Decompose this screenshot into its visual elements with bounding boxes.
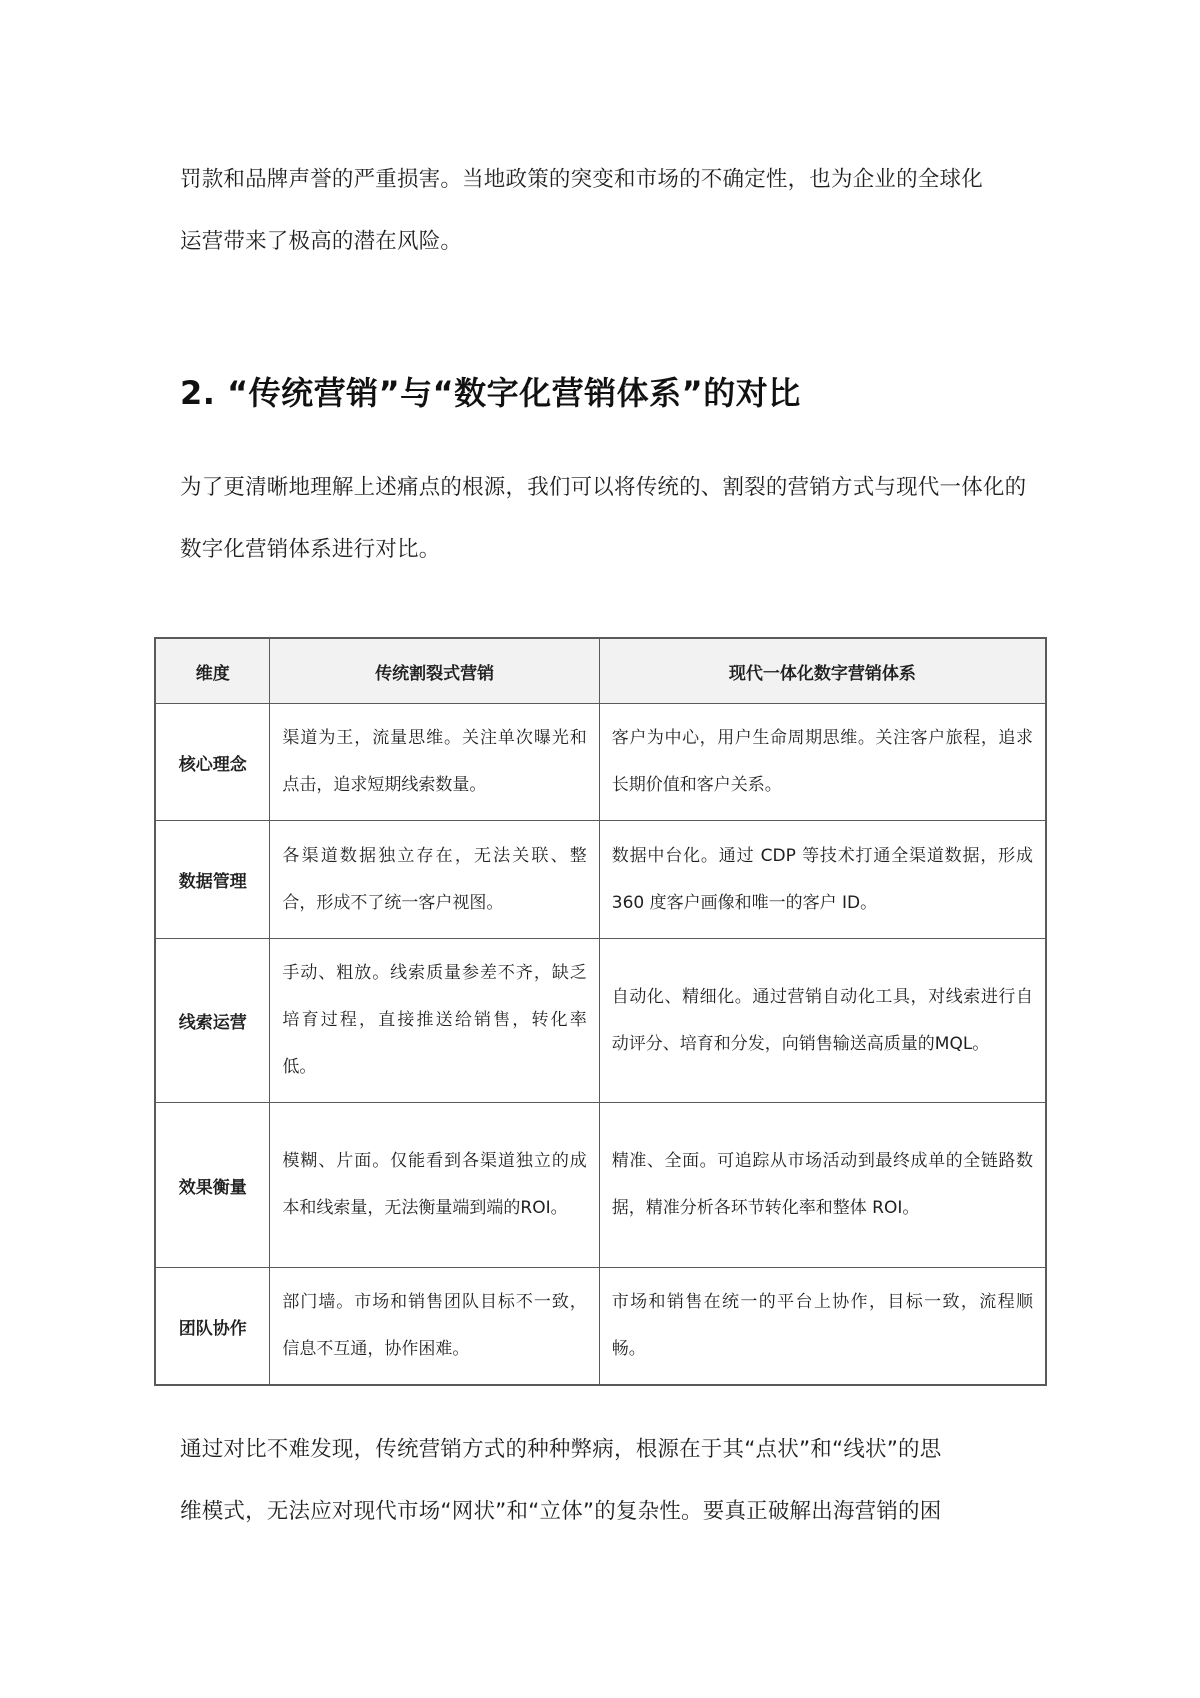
table-row (155, 939, 1046, 1103)
header-dimension: 维度 (155, 638, 270, 704)
comparison-table (154, 637, 1047, 1386)
table-header-row (155, 638, 1046, 704)
header-traditional: 传统割裂式营销 (270, 638, 599, 704)
row-modern: 精准、全面。可追踪从市场活动到最终成单的全链路数据，精准分析各环节转化率和整体 ROI。 (599, 1103, 1046, 1268)
row-dimension: 团队协作 (155, 1268, 270, 1386)
table-row (155, 821, 1046, 939)
intro-paragraph (180, 149, 1030, 273)
row-traditional: 模糊、片面。仅能看到各渠道独立的成本和线索量，无法衡量端到端的ROI。 (270, 1103, 599, 1268)
row-traditional: 部门墙。市场和销售团队目标不一致，信息不互通，协作困难。 (270, 1268, 599, 1386)
row-modern: 数据中台化。通过 CDP 等技术打通全渠道数据，形成 360 度客户画像和唯一的客户 ID。 (599, 821, 1046, 939)
table-row (155, 1268, 1046, 1386)
intro-line-2: 运营带来了极高的潜在风险。 (180, 229, 463, 254)
header-modern: 现代一体化数字营销体系 (599, 638, 1046, 704)
conclusion-line-2: 维模式，无法应对现代市场“网状”和“立体”的复杂性。要真正破解出海营销的困 (180, 1499, 942, 1524)
row-traditional: 手动、粗放。线索质量参差不齐，缺乏培育过程，直接推送给销售，转化率低。 (270, 939, 599, 1103)
conclusion-line-1: 通过对比不难发现，传统营销方式的种种弊病，根源在于其“点状”和“线状”的思 (180, 1437, 942, 1462)
row-dimension: 线索运营 (155, 939, 270, 1103)
table-row (155, 704, 1046, 821)
row-modern: 自动化、精细化。通过营销自动化工具，对线索进行自动评分、培育和分发，向销售输送高质量的MQL。 (599, 939, 1046, 1103)
row-modern: 客户为中心，用户生命周期思维。关注客户旅程，追求长期价值和客户关系。 (599, 704, 1046, 821)
conclusion-paragraph (180, 1419, 1030, 1543)
lead-paragraph: 为了更清晰地理解上述痛点的根源，我们可以将传统的、割裂的营销方式与现代一体化的数字化营销体系进行对比。 (180, 475, 1027, 562)
row-traditional: 渠道为王，流量思维。关注单次曝光和点击，追求短期线索数量。 (270, 704, 599, 821)
row-modern: 市场和销售在统一的平台上协作，目标一致，流程顺畅。 (599, 1268, 1046, 1386)
row-traditional: 各渠道数据独立存在，无法关联、整合，形成不了统一客户视图。 (270, 821, 599, 939)
row-dimension: 效果衡量 (155, 1103, 270, 1268)
table-row (155, 1103, 1046, 1268)
row-dimension: 数据管理 (155, 821, 270, 939)
intro-line-1: 罚款和品牌声誉的严重损害。当地政策的突变和市场的不确定性，也为企业的全球化 (180, 167, 983, 192)
section-heading: 2. “传统营销”与“数字化营销体系”的对比 (180, 374, 801, 412)
row-dimension: 核心理念 (155, 704, 270, 821)
